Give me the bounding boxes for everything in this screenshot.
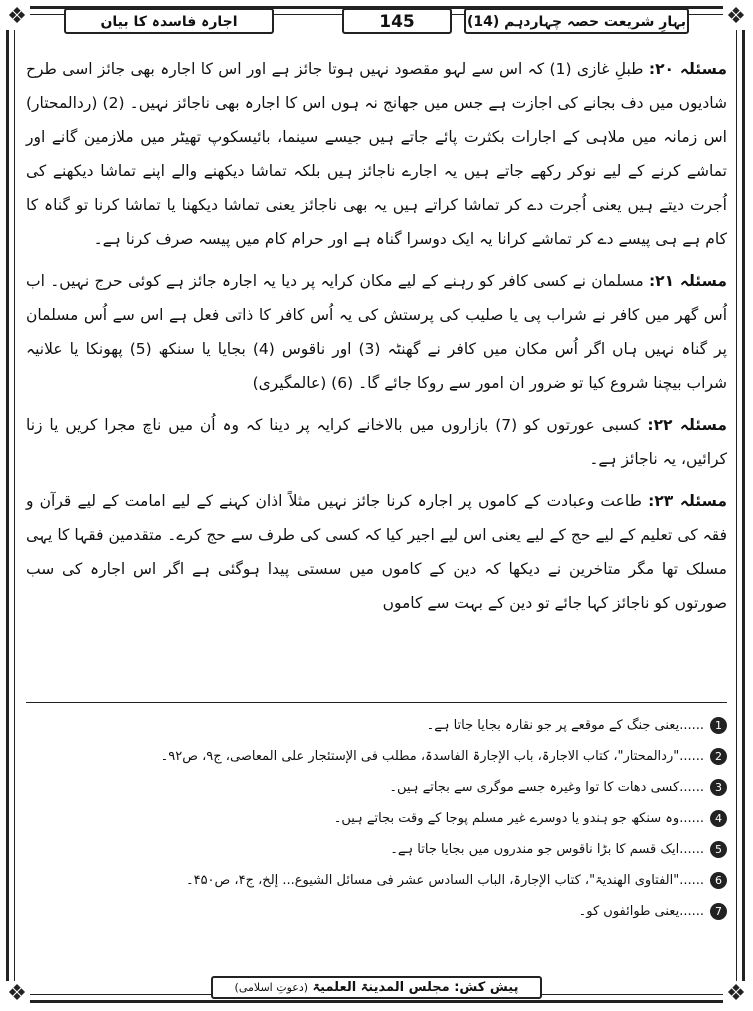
publisher-sub: (دعوتِ اسلامی) bbox=[234, 981, 309, 994]
footnote-number: 4 bbox=[710, 810, 727, 827]
publisher-name: مجلس المدینۃ العلمیۃ bbox=[312, 980, 450, 995]
footnote-text: ......"ردالمحتار"، کتاب الاجارۃ، باب الإجارۃ الفاسدۃ، مطلب فی الإستئجار علی المعاصی، ج۹، ص۹۲۔ bbox=[160, 749, 704, 764]
footnote-text: ......یعنی طوائفوں کو۔ bbox=[578, 904, 704, 919]
footnote-text: ......ایک قسم کا بڑا ناقوس جو مندروں میں بجایا جاتا ہے۔ bbox=[390, 842, 704, 857]
masala-text: طبلِ غازی (1) کہ اس سے لہو مقصود نہیں ہوتا جائز ہے اور اس کا اجارہ بھی جائز اسی طرح شادیوں میں دف بجانے کی اجازت ہے جس میں جھانج نہ ہوں اس کا اجارہ بھی ناجائز نہیں۔ (2) (ردالمحتار) اس زمانہ میں ملاہی کے اجارات بکثرت پائے جاتے ہیں جیسے سینما، بائیسکوپ تھیٹر میں ملازمین گانے اور تماشے کرنے کے لیے نوکر رکھے جاتے ہیں یہ اجارے ناجائز ہیں بلکہ تماشا دیکھنے والے اپنے تماشا دیکھنے کی اُجرت دیتے ہیں یعنی اُجرت دے کر تماشا کراتے ہیں یہ بھی ناجائز یعنی تماشا دیکھنا یا تماشا کرنا تو گناہ کا کام ہے ہی پیسے دے کر تماشے کرانا یہ ایک دوسرا گناہ ہے اور حرام کام میں پیسہ صرف کرنا ہے۔ bbox=[26, 60, 727, 248]
footnote-number: 7 bbox=[710, 903, 727, 920]
footnote-text: ......یعنی جنگ کے موقعے پر جو نقارہ بجایا جاتا ہے۔ bbox=[426, 718, 704, 733]
page-footer bbox=[0, 976, 753, 999]
footnote-item bbox=[30, 834, 727, 865]
footnote-item bbox=[30, 741, 727, 772]
masala-label: مسئلہ ۲۱: bbox=[648, 272, 727, 290]
footnote-number: 6 bbox=[710, 872, 727, 889]
corner-ornament-icon: ❖ bbox=[723, 981, 749, 1007]
footnote-item bbox=[30, 710, 727, 741]
chapter-title: اجارہ فاسدہ کا بیان bbox=[64, 8, 274, 34]
masala-text: مسلمان نے کسی کافر کو رہنے کے لیے مکان کرایہ پر دیا یہ اجارہ جائز ہے کوئی حرج نہیں۔ اب اُس گھر میں کافر نے شراب پی یا صلیب کی پرستش کی یہ اُس کافر کا ذاتی فعل ہے اس سے اُس مسلمان پر گناہ نہیں ہاں اگر اُس مکان میں کافر نے گھنٹہ (3) اور ناقوس (4) بجایا یا سنکھ (5) پھونکا یا علانیہ شراب بیچنا شروع کیا تو ضرور ان امور سے روکا جائے گا۔ (6) (عالمگیری) bbox=[26, 272, 727, 392]
masala-label: مسئلہ ۲۲: bbox=[647, 416, 727, 434]
footnote-number: 2 bbox=[710, 748, 727, 765]
masala-label: مسئلہ ۲۳: bbox=[648, 492, 727, 510]
footnotes bbox=[30, 710, 727, 927]
footnote-text: ......"الفتاوی الھندیۃ"، کتاب الإجارۃ، الباب السادس عشر فی مسائل الشیوع... إلخ، ج۴، ص۴۵۰۔ bbox=[185, 873, 704, 888]
footnote-item bbox=[30, 896, 727, 927]
page-number: 145 bbox=[342, 8, 452, 34]
publisher-label: پیش کش: bbox=[454, 980, 519, 995]
main-text bbox=[26, 52, 727, 628]
masala-21 bbox=[26, 264, 727, 400]
footnote-item bbox=[30, 772, 727, 803]
footnote-number: 5 bbox=[710, 841, 727, 858]
masala-20 bbox=[26, 52, 727, 256]
footnote-text: ......وہ سنکھ جو ہندو یا دوسرے غیر مسلم پوجا کے وقت بجاتے ہیں۔ bbox=[333, 811, 704, 826]
masala-23 bbox=[26, 484, 727, 620]
footnote-divider bbox=[26, 702, 727, 703]
book-title: بہارِ شریعت حصہ چہاردہم (14) bbox=[464, 8, 689, 34]
footnote-number: 3 bbox=[710, 779, 727, 796]
corner-ornament-icon: ❖ bbox=[723, 4, 749, 30]
masala-text: طاعت وعبادت کے کاموں پر اجارہ کرنا جائز نہیں مثلاً اذان کہنے کے لیے امامت کے لیے قرآن و فقہ کی تعلیم کے لیے حج کے لیے یعنی اس لیے اجیر کیا کہ کسی کی طرف سے حج کرے۔ متقدمین فقہا کا یہی مسلک تھا مگر متاخرین نے دیکھا کہ دین کے کاموں میں سستی پیدا ہوگئی ہے اگر اس اجارہ کی سب صورتوں کو ناجائز کہا جائے تو دین کے بہت سے کاموں bbox=[26, 492, 727, 612]
masala-label: مسئلہ ۲۰: bbox=[648, 60, 727, 78]
corner-ornament-icon: ❖ bbox=[4, 981, 30, 1007]
page-header bbox=[24, 8, 729, 36]
footnote-item bbox=[30, 865, 727, 896]
footnote-item bbox=[30, 803, 727, 834]
masala-22 bbox=[26, 408, 727, 476]
publisher-box bbox=[211, 976, 543, 999]
masala-text: کسبی عورتوں کو (7) بازاروں میں بالاخانے کرایہ پر دینا کہ وہ اُن میں ناچ مجرا کریں یا زنا کرائیں، یہ ناجائز ہے۔ bbox=[26, 416, 727, 468]
footnote-text: ......کسی دھات کا توا وغیرہ جسے موگری سے بجاتے ہیں۔ bbox=[389, 780, 704, 795]
footnote-number: 1 bbox=[710, 717, 727, 734]
corner-ornament-icon: ❖ bbox=[4, 4, 30, 30]
